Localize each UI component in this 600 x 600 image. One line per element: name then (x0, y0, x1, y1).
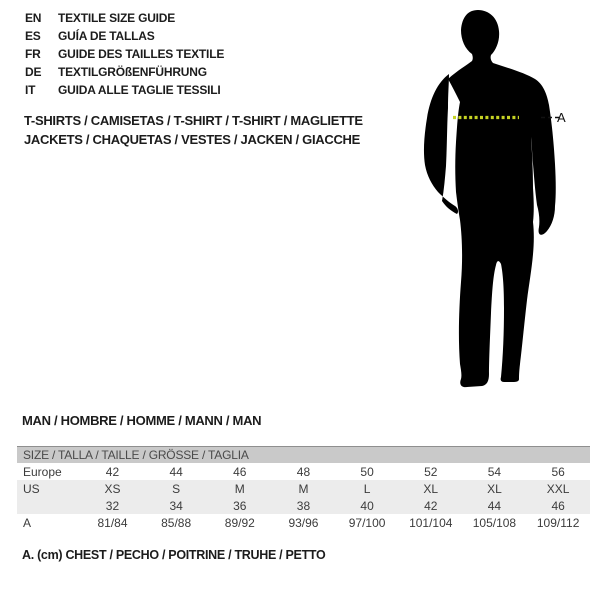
row-label-a: A (23, 515, 32, 530)
cell-usnum-8: 46 (526, 497, 590, 514)
language-code: FR (25, 47, 41, 61)
man-silhouette-figure (415, 8, 565, 398)
language-label: TEXTILE SIZE GUIDE (58, 11, 176, 25)
cell-a-3: 89/92 (224, 515, 255, 530)
language-code: EN (25, 11, 42, 25)
size-table-grid (17, 446, 590, 531)
language-code: IT (25, 83, 36, 97)
cell-europe-3: 46 (233, 464, 247, 479)
cell-europe-2: 44 (169, 464, 183, 479)
size-table (17, 446, 590, 531)
cell-usnum-2: 34 (144, 497, 208, 514)
cell-us-4: M (272, 480, 336, 497)
cell-a-8: 109/112 (536, 515, 580, 530)
measurement-footnote: A. (cm) CHEST / PECHO / POITRINE / TRUHE / PETTO (22, 548, 326, 562)
category-tshirts: T-SHIRTS / CAMISETAS / T-SHIRT / T-SHIRT / MAGLIETTE (24, 113, 363, 128)
section-title-man: MAN / HOMBRE / HOMME / MANN / MAN (22, 413, 262, 428)
cell-a-2: 85/88 (161, 515, 192, 530)
cell-us-1: XS (81, 480, 145, 497)
cell-us-5: L (335, 480, 399, 497)
language-row (25, 45, 224, 63)
garment-categories (24, 111, 363, 149)
row-label-blank (17, 497, 81, 514)
language-row (25, 27, 224, 45)
cell-usnum-4: 38 (272, 497, 336, 514)
language-list (25, 9, 224, 99)
cell-usnum-3: 36 (208, 497, 272, 514)
cell-a-1: 81/84 (97, 515, 128, 530)
language-label: GUIDA ALLE TAGLIE TESSILI (58, 83, 221, 97)
cell-us-3: M (208, 480, 272, 497)
language-row (25, 81, 224, 99)
cell-europe-1: 42 (105, 464, 120, 479)
cell-europe-5: 50 (360, 464, 374, 479)
row-label-us: US (17, 480, 81, 497)
language-label: GUIDE DES TAILLES TEXTILE (58, 47, 225, 61)
table-row-europe (17, 463, 590, 480)
cell-europe-8: 56 (551, 464, 565, 479)
cell-us-6: XL (399, 480, 463, 497)
cell-a-4: 93/96 (288, 515, 319, 530)
cell-europe-4: 48 (296, 464, 311, 479)
size-table-header: SIZE / TALLA / TAILLE / GRÖSSE / TAGLIA (17, 447, 590, 464)
cell-us-8: XXL (526, 480, 590, 497)
table-row-us-numeric (17, 497, 590, 514)
cell-a-5: 97/100 (348, 515, 386, 530)
cell-a-7: 105/108 (472, 515, 517, 530)
cell-us-2: S (144, 480, 208, 497)
category-jackets: JACKETS / CHAQUETAS / VESTES / JACKEN / GIACCHE (24, 132, 360, 147)
table-row-chest-cm (17, 514, 590, 531)
man-body-shape (448, 10, 556, 387)
row-label-europe: Europe (23, 464, 62, 479)
language-label: TEXTILGRÖßENFÜHRUNG (58, 65, 207, 79)
cell-usnum-6: 42 (399, 497, 463, 514)
cell-usnum-5: 40 (335, 497, 399, 514)
size-table-header-row (17, 447, 590, 464)
cell-europe-6: 52 (424, 464, 438, 479)
cell-europe-7: 54 (487, 464, 502, 479)
language-label: GUÍA DE TALLAS (58, 29, 155, 43)
cell-usnum-1: 32 (81, 497, 145, 514)
language-code: DE (25, 65, 42, 79)
language-row (25, 63, 224, 81)
table-row-us-letters (17, 480, 590, 497)
language-row (25, 9, 224, 27)
cell-a-6: 101/104 (409, 515, 453, 530)
measurement-a-label: A (557, 110, 566, 125)
man-silhouette (415, 8, 565, 398)
man-left-arm-shape (424, 74, 458, 214)
cell-us-7: XL (463, 480, 527, 497)
language-code: ES (25, 29, 41, 43)
cell-usnum-7: 44 (463, 497, 527, 514)
